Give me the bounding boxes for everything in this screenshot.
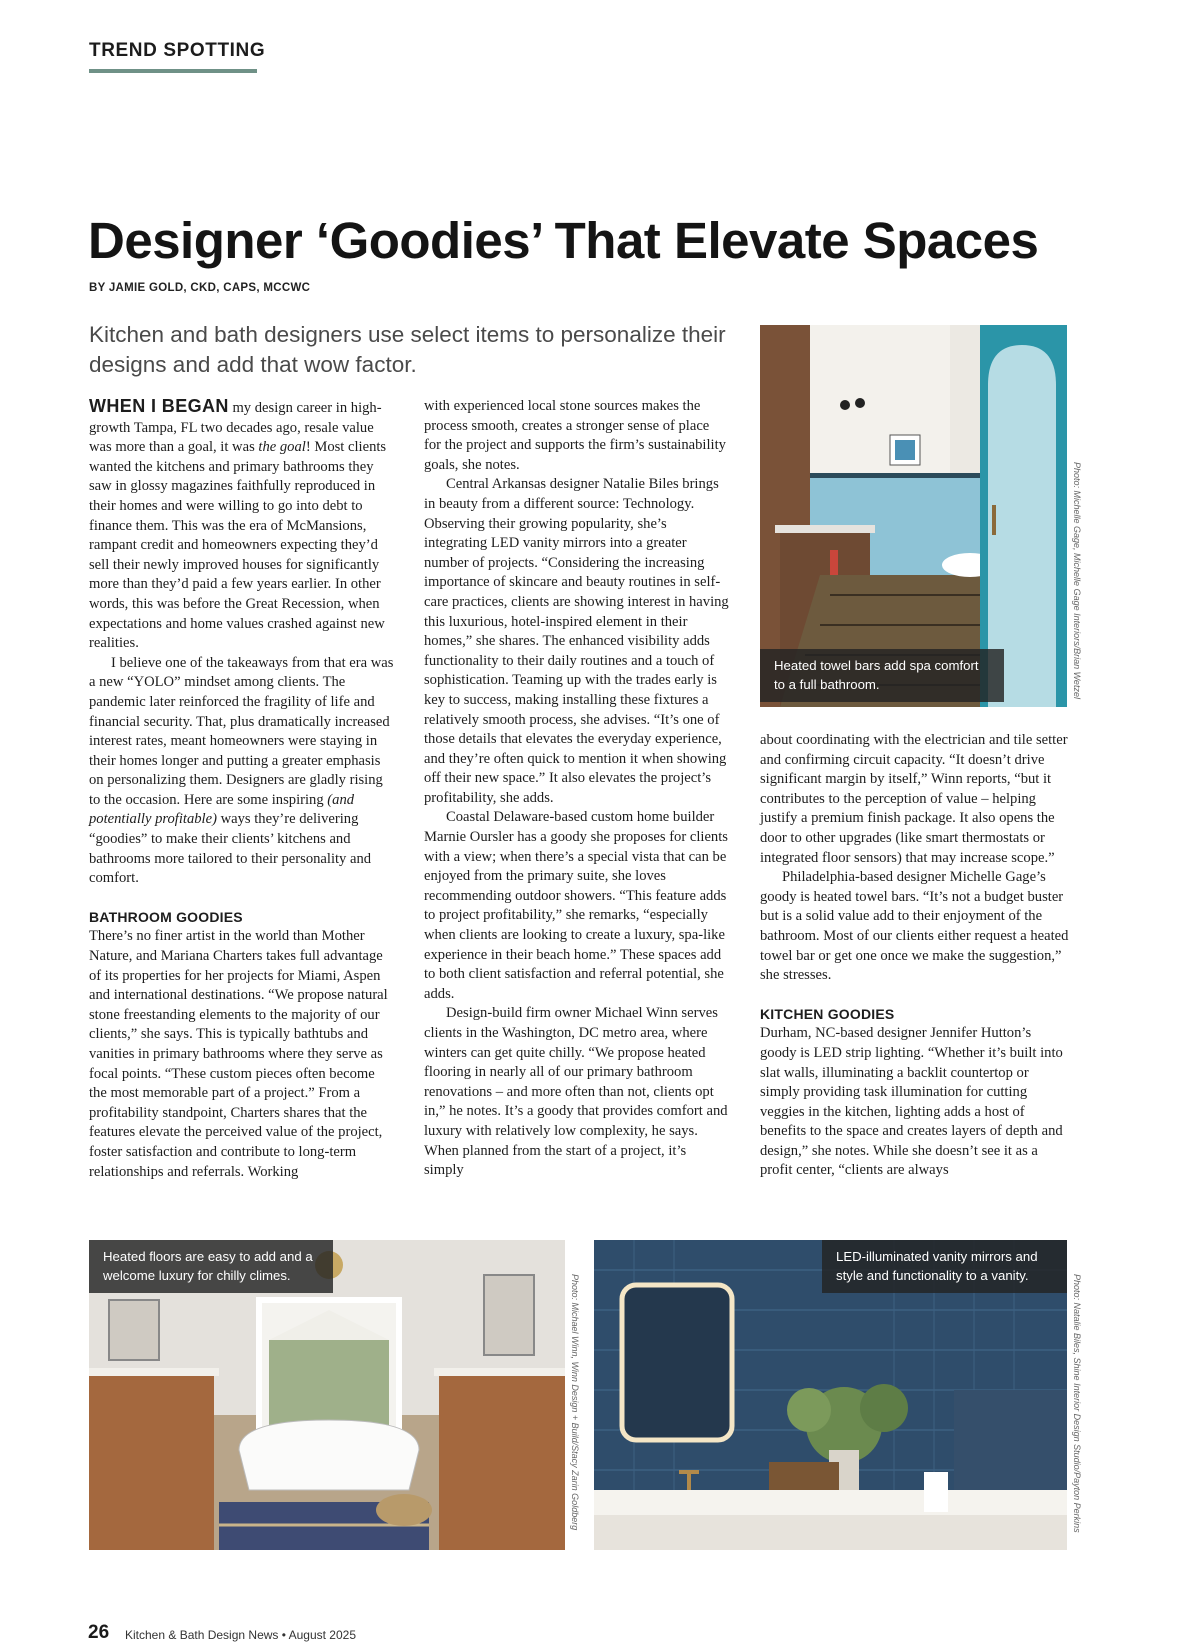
paragraph: with experienced local stone sources makes the process smooth, creates a stronger sense of place for the project and supports the firm’s sustainability goals, she notes.: [424, 398, 726, 473]
section-label: TREND SPOTTING: [89, 40, 266, 61]
emphasis: (and potentially profitable): [89, 791, 355, 828]
photo-credit: Photo: Natalie Biles, Shine Interior Design Studio/Payton Perkins: [1072, 1274, 1082, 1533]
text: I believe one of the takeaways from that era was a new “YOLO” mindset among clients. The pandemic later reinforced the fragility of life and financial security. That, plus dramatically increased interest rates, meant homeowners were staying in their homes longer and putting a greater emphasis on personalizing them. Designers are gladly rising to the occasion. Here are some inspiring: [89, 654, 394, 808]
publication-footer: Kitchen & Bath Design News • August 2025: [125, 1628, 357, 1642]
photo-heated-towel-bars: [760, 325, 1067, 707]
deck: Kitchen and bath designers use select items to personalize their designs and add that wow factor.: [89, 322, 726, 377]
paragraph: [89, 397, 394, 654]
text: my design career in high-growth Tampa, FL two decades ago, resale value was more than a goal, it was: [89, 400, 382, 456]
page-number: 26: [88, 1622, 110, 1643]
paragraph: There’s no finer artist in the world than Mother Nature, and Mariana Charters takes full advantage of its properties for her projects for Miami, Aspen and international destinations. “We propose natural stone freestanding elements to the majority of our clients,” she says. This is typically bathtubs and vanities in primary bathrooms where they serve as focal points. “These custom pieces often become the most memorable part of a project.” From a profitability standpoint, Charters shares that the features elevate the perceived value of the project, foster satisfaction and contribute to long-term relationships and referrals. Working: [89, 928, 388, 1180]
photo-caption: Heated floors are easy to add and a welcome luxury for chilly climes.: [89, 1240, 333, 1293]
paragraph: about coordinating with the electrician and tile setter and confirming circuit capacity. “It doesn’t drive significant margin by itself,” Winn reports, “but it contributes to the perception of value – helping justify a premium finish package. It also opens the door to other upgrades (like smart thermostats or integrated floor sensors) that may increase scope.”: [760, 732, 1068, 866]
byline: BY JAMIE GOLD, CKD, CAPS, MCCWC: [89, 282, 311, 294]
paragraph: Coastal Delaware-based custom home builder Marnie Oursler has a goody she proposes for clients with a view; when there’s a special vista that can be enjoyed from the primary suite, she loves recommending outdoor showers. “This feature adds to project profitability,” she remarks, “especially when clients are looking to create a luxury, spa-like experience in their beach home.” These spaces add to both client satisfaction and referral potential, she adds.: [424, 809, 728, 1002]
photo-credit: Photo: Michael Winn, Winn Design + Build/Stacy Zarin Goldberg: [570, 1274, 580, 1531]
lead-in: WHEN I BEGAN: [89, 396, 229, 416]
paragraph: [89, 654, 394, 889]
headline: Designer ‘Goodies’ That Elevate Spaces: [88, 212, 1039, 269]
article-column-3: [760, 731, 1070, 1181]
text: ways they’re delivering “goodies” to make their clients’ kitchens and bathrooms more tailored to their personality and comfort.: [89, 811, 372, 887]
article-column-1: [89, 397, 394, 1182]
photo-credit: Photo: Michelle Gage, Michelle Gage Interiors/Brian Wetzel: [1072, 462, 1082, 699]
subhead-kitchen: KITCHEN GOODIES: [760, 1005, 895, 1022]
article-column-2: [424, 397, 729, 1181]
photo-heated-floors: [89, 1240, 565, 1550]
emphasis: the goal: [258, 439, 306, 456]
paragraph: Durham, NC-based designer Jennifer Hutton’s goody is LED strip lighting. “Whether it’s built into slat walls, illuminating a backlit countertop or simply providing task illumination for cutting veggies in the kitchen, lighting adds a host of benefits to the space and creates layers of depth and design,” she notes. While she doesn’t see it as a profit center, “clients are always: [760, 1025, 1063, 1179]
paragraph: Central Arkansas designer Natalie Biles brings in beauty from a different source: Technology. Observing their growing popularity, she’s integrating LED vanity mirrors into a greater number of projects. “Considering the increasing importance of skincare and beauty routines in self-care practices, clients are showing interest in having this luxurious, hotel-inspired element in their homes,” she shares. The enhanced visibility adds functionality to their daily routines and a touch of sophistication. Teaming up with the trades early is key to success, making installing these fixtures a relatively smooth process, she advises. “It’s one of those details that elevates the everyday experience, and they’re often quick to mention it when showing off their new space.” It also elevates the project’s profitability, she adds.: [424, 476, 729, 806]
paragraph: Philadelphia-based designer Michelle Gage’s goody is heated towel bars. “It’s not a budget buster but is a solid value add to their enjoyment of the bathroom. Most of our clients either request a heated towel bar or get one once we make the suggestion,” she stresses.: [760, 869, 1069, 984]
subhead-bathroom: BATHROOM GOODIES: [89, 908, 243, 925]
photo-led-vanity-mirror: [594, 1240, 1067, 1550]
section-rule: [89, 69, 257, 73]
paragraph: Design-build firm owner Michael Winn serves clients in the Washington, DC metro area, where winters can get quite chilly. “We propose heated flooring in nearly all of our primary bathroom renovations – and more often than not, clients opt in,” he notes. It’s a goody that provides comfort and luxury with relatively low complexity, he says. When planned from the start of a project, it’s simply: [424, 1005, 728, 1179]
text: ! Most clients wanted the kitchens and primary bathrooms they saw in glossy magazines faithfully reproduced in their homes and were willing to go into debt to finance them. This was the era of McMansions, rampant credit and homeowners expecting they’d sell their newly improved houses for significantly more than they’d paid a few years earlier. In other words, this was before the Great Recession, when expectations and home values crashed against new realities.: [89, 439, 387, 652]
photo-caption: Heated towel bars add spa comfort to a full bathroom.: [760, 649, 1004, 702]
photo-caption: LED-illuminated vanity mirrors and style and functionality to a vanity.: [822, 1240, 1067, 1293]
